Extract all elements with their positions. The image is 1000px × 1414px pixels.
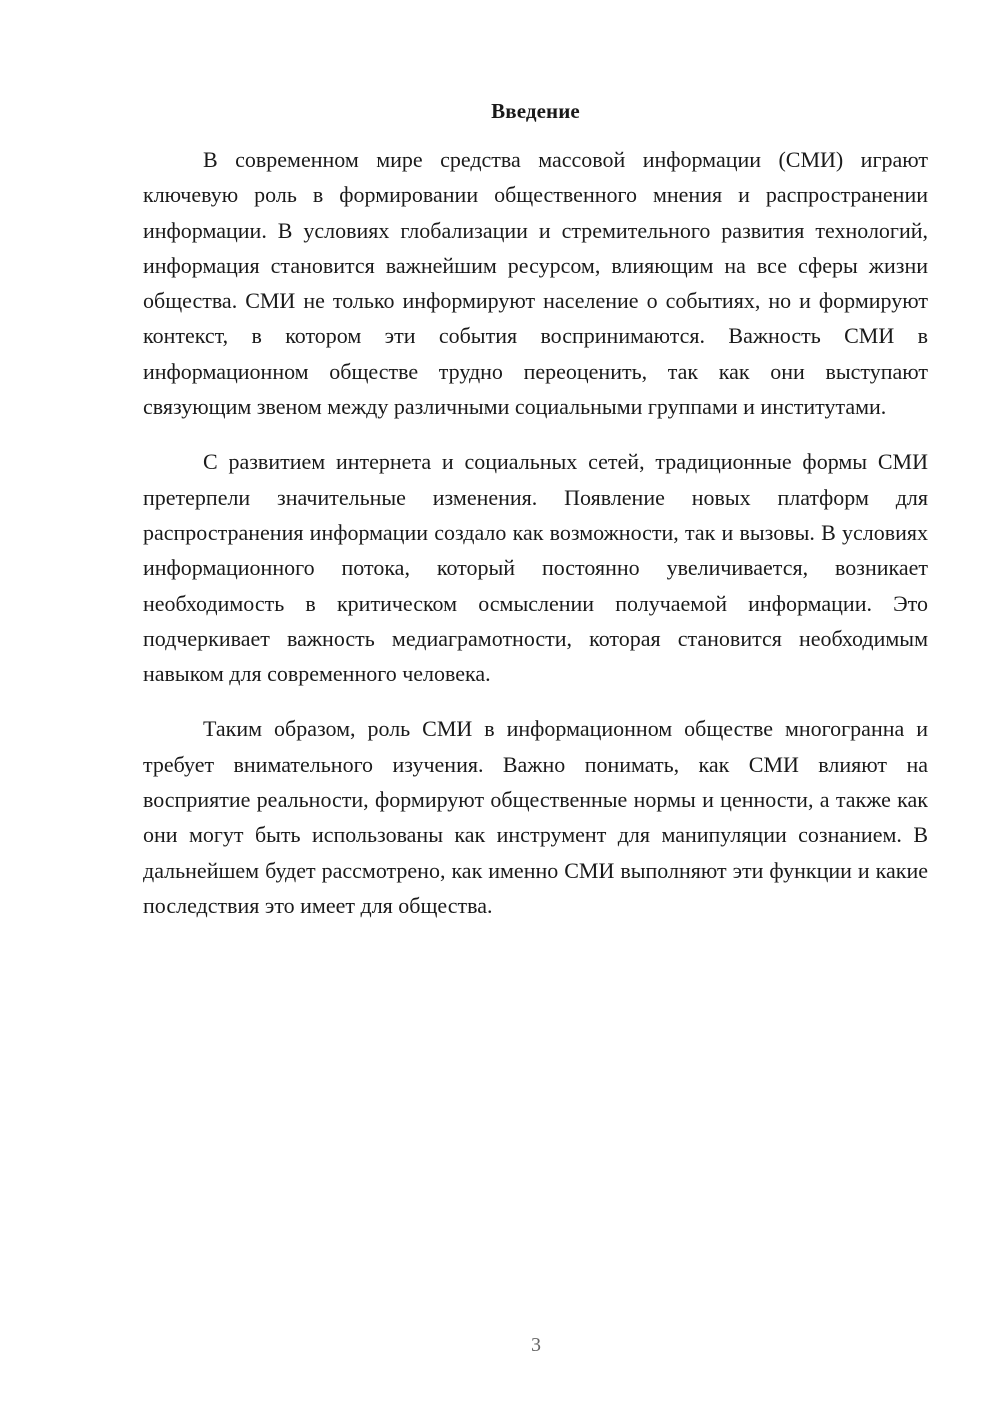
paragraph-3: Таким образом, роль СМИ в информационном обществе многогранна и требует внимательного изучения. Важно понимать, как СМИ влияют на восприятие реальности, формируют общественные нормы и ценности, а также как они могут быть использованы как инструмент для манипуляции сознанием. В дальнейшем будет рассмотрено, как именно СМИ выполняют эти функции и какие последствия это имеет для общества. — [143, 716, 928, 918]
paragraph-1: В современном мире средства массовой информации (СМИ) играют ключевую роль в формировании общественного мнения и распространении информации. В условиях глобализации и стремительного развития технологий, информация становится важнейшим ресурсом, влияющим на все сферы жизни общества. СМИ не только информируют население о событиях, но и формируют контекст, в котором эти события воспринимаются. Важность СМИ в информационном обществе трудно переоценить, так как они выступают связующим звеном между различными социальными группами и институтами. — [143, 147, 928, 420]
section-title: Введение — [491, 99, 580, 123]
page-number: 3 — [531, 1334, 541, 1356]
page-content — [143, 95, 928, 943]
paragraph-2: С развитием интернета и социальных сетей, традиционные формы СМИ претерпели значительные изменения. Появление новых платформ для распространения информации создало как возможности, так и вызовы. В условиях информационного потока, который постоянно увеличивается, возникает необходимость в критическом осмыслении получаемой информации. Это подчеркивает важность медиаграмотности, которая становится необходимым навыком для современного человека. — [143, 449, 928, 687]
